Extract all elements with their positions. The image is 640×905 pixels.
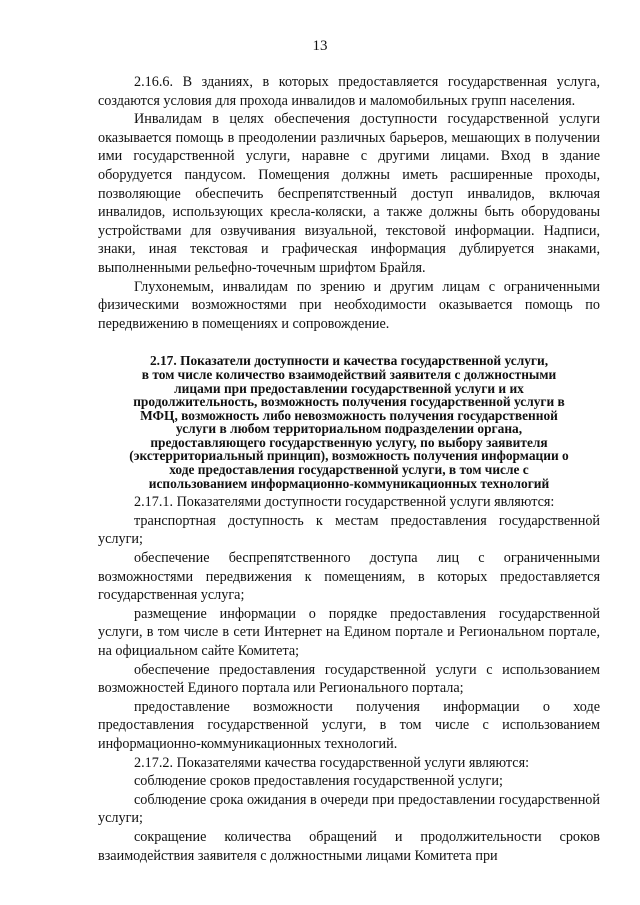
list-item: соблюдение сроков предоставления государственной услуги; bbox=[134, 773, 503, 790]
page-number: 13 bbox=[312, 38, 328, 54]
list-item: размещение информации о порядке предоставления государственной услуги, в том числе в сети Интернет на Едином портале и Региональном портале, на официальном сайте Комитета; bbox=[98, 605, 600, 659]
section-2-17-1 bbox=[98, 493, 600, 753]
list-item: транспортная доступность к местам предоставления государственной услуги; bbox=[98, 512, 600, 548]
list-item: обеспечение предоставления государственной услуги с использованием возможностей Единого портала или Регионального портала; bbox=[98, 661, 600, 697]
heading-line: в том числе количество взаимодействий заявителя с должностными bbox=[141, 366, 557, 382]
list-item: обеспечение беспрепятственного доступа лиц с ограниченными возможностями передвижения к помещениям, в которых предоставляется государственная услуга; bbox=[98, 550, 600, 604]
heading-line: 2.17. Показатели доступности и качества государственной услуги, bbox=[149, 353, 549, 369]
list-item: соблюдение срока ожидания в очереди при предоставлении государственной услуги; bbox=[98, 791, 600, 827]
document-body bbox=[98, 73, 600, 865]
heading-line: (экстерриториальный принцип), возможность получения информации о bbox=[129, 448, 569, 464]
heading-line: продолжительность, возможность получения государственной услуги в bbox=[133, 394, 565, 410]
paragraph-2-17-1-intro: 2.17.1. Показателями доступности государственной услуги являются: bbox=[134, 494, 555, 511]
paragraph-2-17-2-intro: 2.17.2. Показателями качества государственной услуги являются: bbox=[134, 754, 530, 771]
list-item: предоставление возможности получения информации о ходе предоставления государственной услуги, в том числе с использованием информационно-коммуникационных технологий. bbox=[98, 698, 600, 752]
heading-line: использованием информационно-коммуникационных технологий bbox=[148, 475, 550, 491]
list-item: сокращение количества обращений и продолжительности сроков взаимодействия заявителя с должностными лицами Комитета при bbox=[98, 828, 600, 864]
heading-line: ходе предоставления государственной услуги, в том числе с bbox=[169, 462, 529, 478]
section-2-17-2 bbox=[98, 754, 600, 866]
heading-line: предоставляющего государственную услугу, по выбору заявителя bbox=[150, 434, 548, 450]
heading-line: МФЦ, возможность либо невозможность получения государственной bbox=[140, 407, 558, 423]
heading-line: лицами при предоставлении государственной услуги и их bbox=[174, 380, 524, 396]
paragraph-disabled-assistance: Инвалидам в целях обеспечения доступности государственной услуги оказывается помощь в преодолении различных барьеров, мешающих в получении ими государственной услуги, наравне с другими лицами. Вход в здание оборудуется пандусом. Помещения должны иметь расширенные проходы, позволяющие обеспечить беспрепятственный доступ инвалидов, включая инвалидов, использующих кресла-коляски, а также должны быть оборудованы устройствами для озвучивания визуальной, текстовой информации. Надписи, знаки, иная текстовая и графическая информация дублируется знаками, выполненными рельефно-точечным шрифтом Брайля. bbox=[98, 111, 600, 276]
section-heading-2-17 bbox=[98, 354, 600, 490]
heading-line: услуги в любом территориальном подразделении органа, bbox=[175, 421, 523, 437]
paragraph-2-16-6: 2.16.6. В зданиях, в которых предоставляется государственная услуга, создаются условия для прохода инвалидов и маломобильных групп населения. bbox=[98, 74, 600, 109]
paragraph-deaf-blind-assistance: Глухонемым, инвалидам по зрению и другим лицам с ограниченными физическими возможностями при необходимости оказывается помощь по передвижению в помещениях и сопровождение. bbox=[98, 278, 600, 332]
